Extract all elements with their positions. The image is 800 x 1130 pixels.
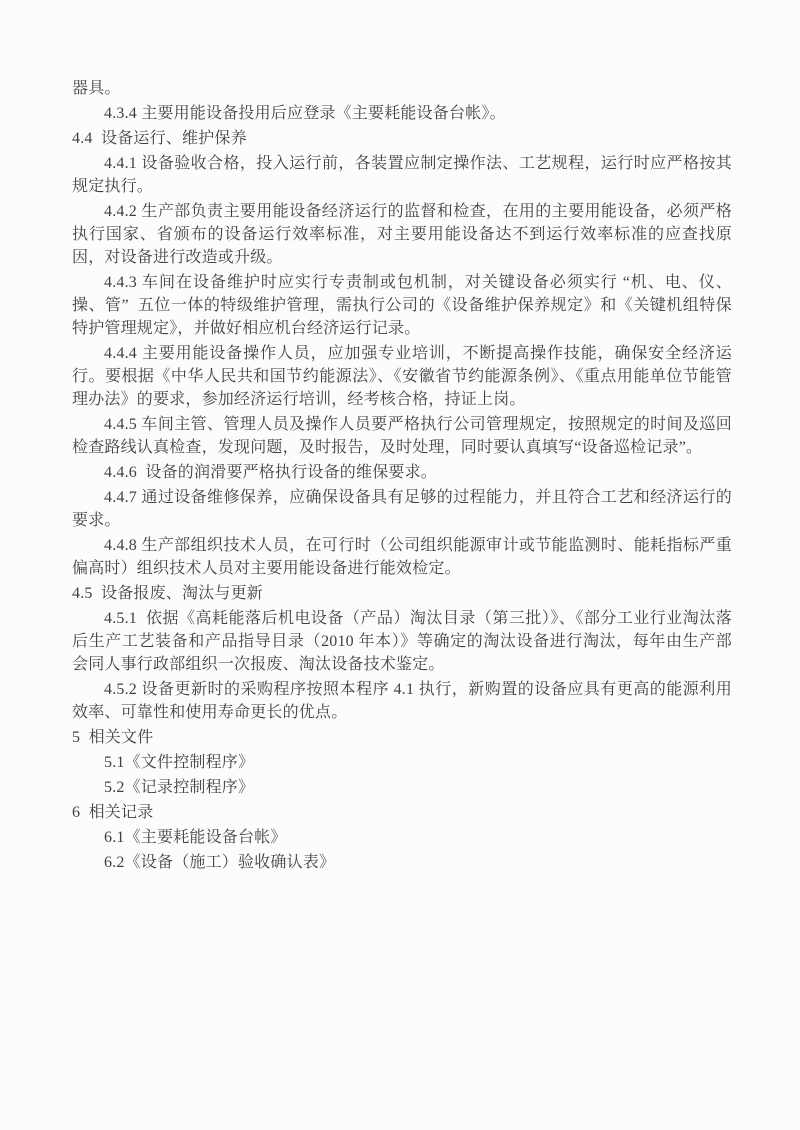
item-5-2: 5.2《记录控制程序》 bbox=[104, 779, 255, 796]
item-6-1: 6.1《主要耗能设备台帐》 bbox=[104, 829, 287, 846]
heading-5-related-documents: 5 相关文件 bbox=[72, 729, 154, 746]
clause-4-4-1: 4.4.1 设备验收合格，投入运行前，各装置应制定操作法、工艺规程，运行时应严格按其规定执行。 bbox=[72, 155, 732, 195]
clause-4-4-3: 4.4.3 车间在设备维护时应实行专责制或包机制，对关键设备必须实行 “机、电、仪、操、管” 五位一体的特级维护管理，需执行公司的《设备维护保养规定》和《关键机组特保特护管理规定》，并做好相应机台经济运行记录。 bbox=[72, 274, 732, 337]
clause-4-4-4: 4.4.4 主要用能设备操作人员，应加强专业培训，不断提高操作技能，确保安全经济运行。要根据《中华人民共和国节约能源法》、《安徽省节约能源条例》、《重点用能单位节能管理办法》的要求，参加经济运行培训，经考核合格，持证上岗。 bbox=[72, 345, 732, 408]
heading-6-related-records: 6 相关记录 bbox=[72, 804, 154, 821]
clause-4-4-7: 4.4.7 通过设备维修保养，应确保设备具有足够的过程能力，并且符合工艺和经济运行的要求。 bbox=[72, 489, 732, 529]
paragraph-continuation: 器具。 bbox=[72, 80, 121, 97]
clause-4-3-4: 4.3.4 主要用能设备投用后应登录《主要耗能设备台帐》。 bbox=[104, 105, 506, 122]
clause-4-4-6: 4.4.6 设备的润滑要严格执行设备的维保要求。 bbox=[104, 464, 438, 481]
heading-4-4: 4.4 设备运行、维护保养 bbox=[72, 130, 247, 147]
clause-4-4-8: 4.4.8 生产部组织技术人员，在可行时（公司组织能源审计或节能监测时、能耗指标严重偏高时）组织技术人员对主要用能设备进行能效检定。 bbox=[72, 537, 732, 577]
item-6-2: 6.2《设备（施工）验收确认表》 bbox=[104, 854, 336, 871]
clause-4-4-5: 4.4.5 车间主管、管理人员及操作人员要严格执行公司管理规定，按照规定的时间及巡回检查路线认真检查，发现问题，及时报告，及时处理，同时要认真填写“设备巡检记录”。 bbox=[72, 416, 732, 456]
clause-4-5-1: 4.5.1 依据《高耗能落后机电设备（产品）淘汰目录（第三批）》、《部分工业行业淘汰落后生产工艺装备和产品指导目录（2010 年本）》等确定的淘汰设备进行淘汰，每年由生产部会同人事行政部组织一次报废、淘汰设备技术鉴定。 bbox=[72, 610, 732, 673]
clause-4-4-2: 4.4.2 生产部负责主要用能设备经济运行的监督和检查，在用的主要用能设备，必须严格执行国家、省颁布的设备运行效率标准，对主要用能设备达不到运行效率标准的应查找原因，对设备进行改造或升级。 bbox=[72, 203, 732, 266]
clause-4-5-2: 4.5.2 设备更新时的采购程序按照本程序 4.1 执行，新购置的设备应具有更高的能源利用效率、可靠性和使用寿命更长的优点。 bbox=[72, 681, 732, 721]
item-5-1: 5.1《文件控制程序》 bbox=[104, 754, 255, 771]
heading-4-5: 4.5 设备报废、淘汰与更新 bbox=[72, 585, 264, 602]
document-body bbox=[72, 77, 732, 876]
